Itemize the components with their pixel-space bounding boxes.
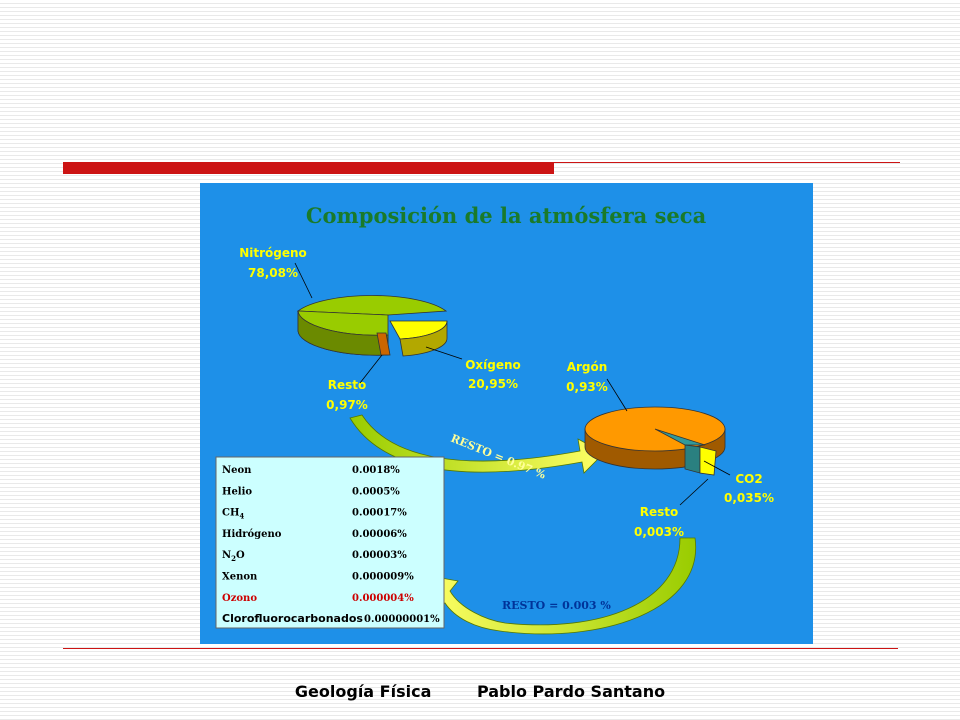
- chart-title: Composición de la atmósfera seca: [305, 203, 707, 228]
- chart-svg: [200, 183, 813, 644]
- value-co2: 0,035%: [724, 491, 774, 505]
- label-co2: CO2: [735, 472, 763, 486]
- arrow1-label: RESTO = 0.97 %: [448, 431, 548, 482]
- title-accent-bar: [63, 162, 554, 174]
- table-cell-value: 0.00017%: [352, 507, 407, 519]
- table-cell-value: 0.00006%: [352, 528, 407, 540]
- label-oxigeno: Oxígeno: [465, 358, 521, 372]
- leader-resto-2: [680, 479, 708, 505]
- value-resto-2: 0,003%: [634, 525, 684, 539]
- table-cell-value: 0.0018%: [352, 465, 400, 476]
- value-nitrogeno: 78,08%: [248, 266, 298, 280]
- label-argon: Argón: [566, 360, 608, 374]
- table-cell-gas: Clorofluorocarbonados: [222, 612, 363, 626]
- pie-chart-argon: [585, 407, 725, 475]
- label-resto-2: Resto: [639, 505, 679, 519]
- leader-nitrogeno: [295, 263, 312, 298]
- footer-author: Pablo Pardo Santano: [476, 682, 666, 701]
- table-cell-value: 0.000004%: [352, 592, 414, 604]
- trace-gases-table: [216, 457, 444, 628]
- top-divider-line: [554, 162, 900, 163]
- footer-course: Geología Física: [294, 682, 432, 701]
- arrow-resto-0003: [424, 538, 696, 634]
- leader-resto-1: [360, 355, 382, 383]
- table-cell-gas: Xenon: [222, 571, 258, 583]
- pie2-slice-resto: [700, 447, 716, 475]
- pie2-slice-co2-side: [685, 445, 700, 473]
- footer: [0, 682, 960, 701]
- table-cell-value: 0.0005%: [352, 486, 400, 498]
- leader-oxigeno: [426, 347, 462, 359]
- label-resto-1: Resto: [327, 378, 367, 392]
- bottom-divider-line: [63, 648, 898, 649]
- arrow2-label: RESTO = 0.003 %: [502, 599, 611, 612]
- value-oxigeno: 20,95%: [468, 377, 518, 391]
- value-argon: 0,93%: [566, 380, 608, 394]
- table-cell-gas: $N_2O$: [222, 550, 245, 564]
- table-cell-gas: Helio: [222, 486, 253, 498]
- chart-panel: [200, 183, 813, 644]
- table-cell-gas: Neon: [222, 465, 252, 476]
- table-cell-value: 0.00003%: [352, 550, 407, 562]
- table-cell-gas: Ozono: [222, 592, 257, 604]
- table-cell-value: 0.00000001%: [364, 614, 440, 626]
- pie-chart-main: [298, 295, 447, 356]
- table-cell-gas: Hidrógeno: [222, 528, 282, 540]
- label-nitrogeno: Nitrógeno: [239, 246, 307, 260]
- table-cell-gas: $CH_4$: [222, 507, 245, 521]
- value-resto-1: 0,97%: [326, 398, 368, 412]
- table-cell-value: 0.000009%: [352, 571, 414, 583]
- leader-argon: [607, 379, 627, 411]
